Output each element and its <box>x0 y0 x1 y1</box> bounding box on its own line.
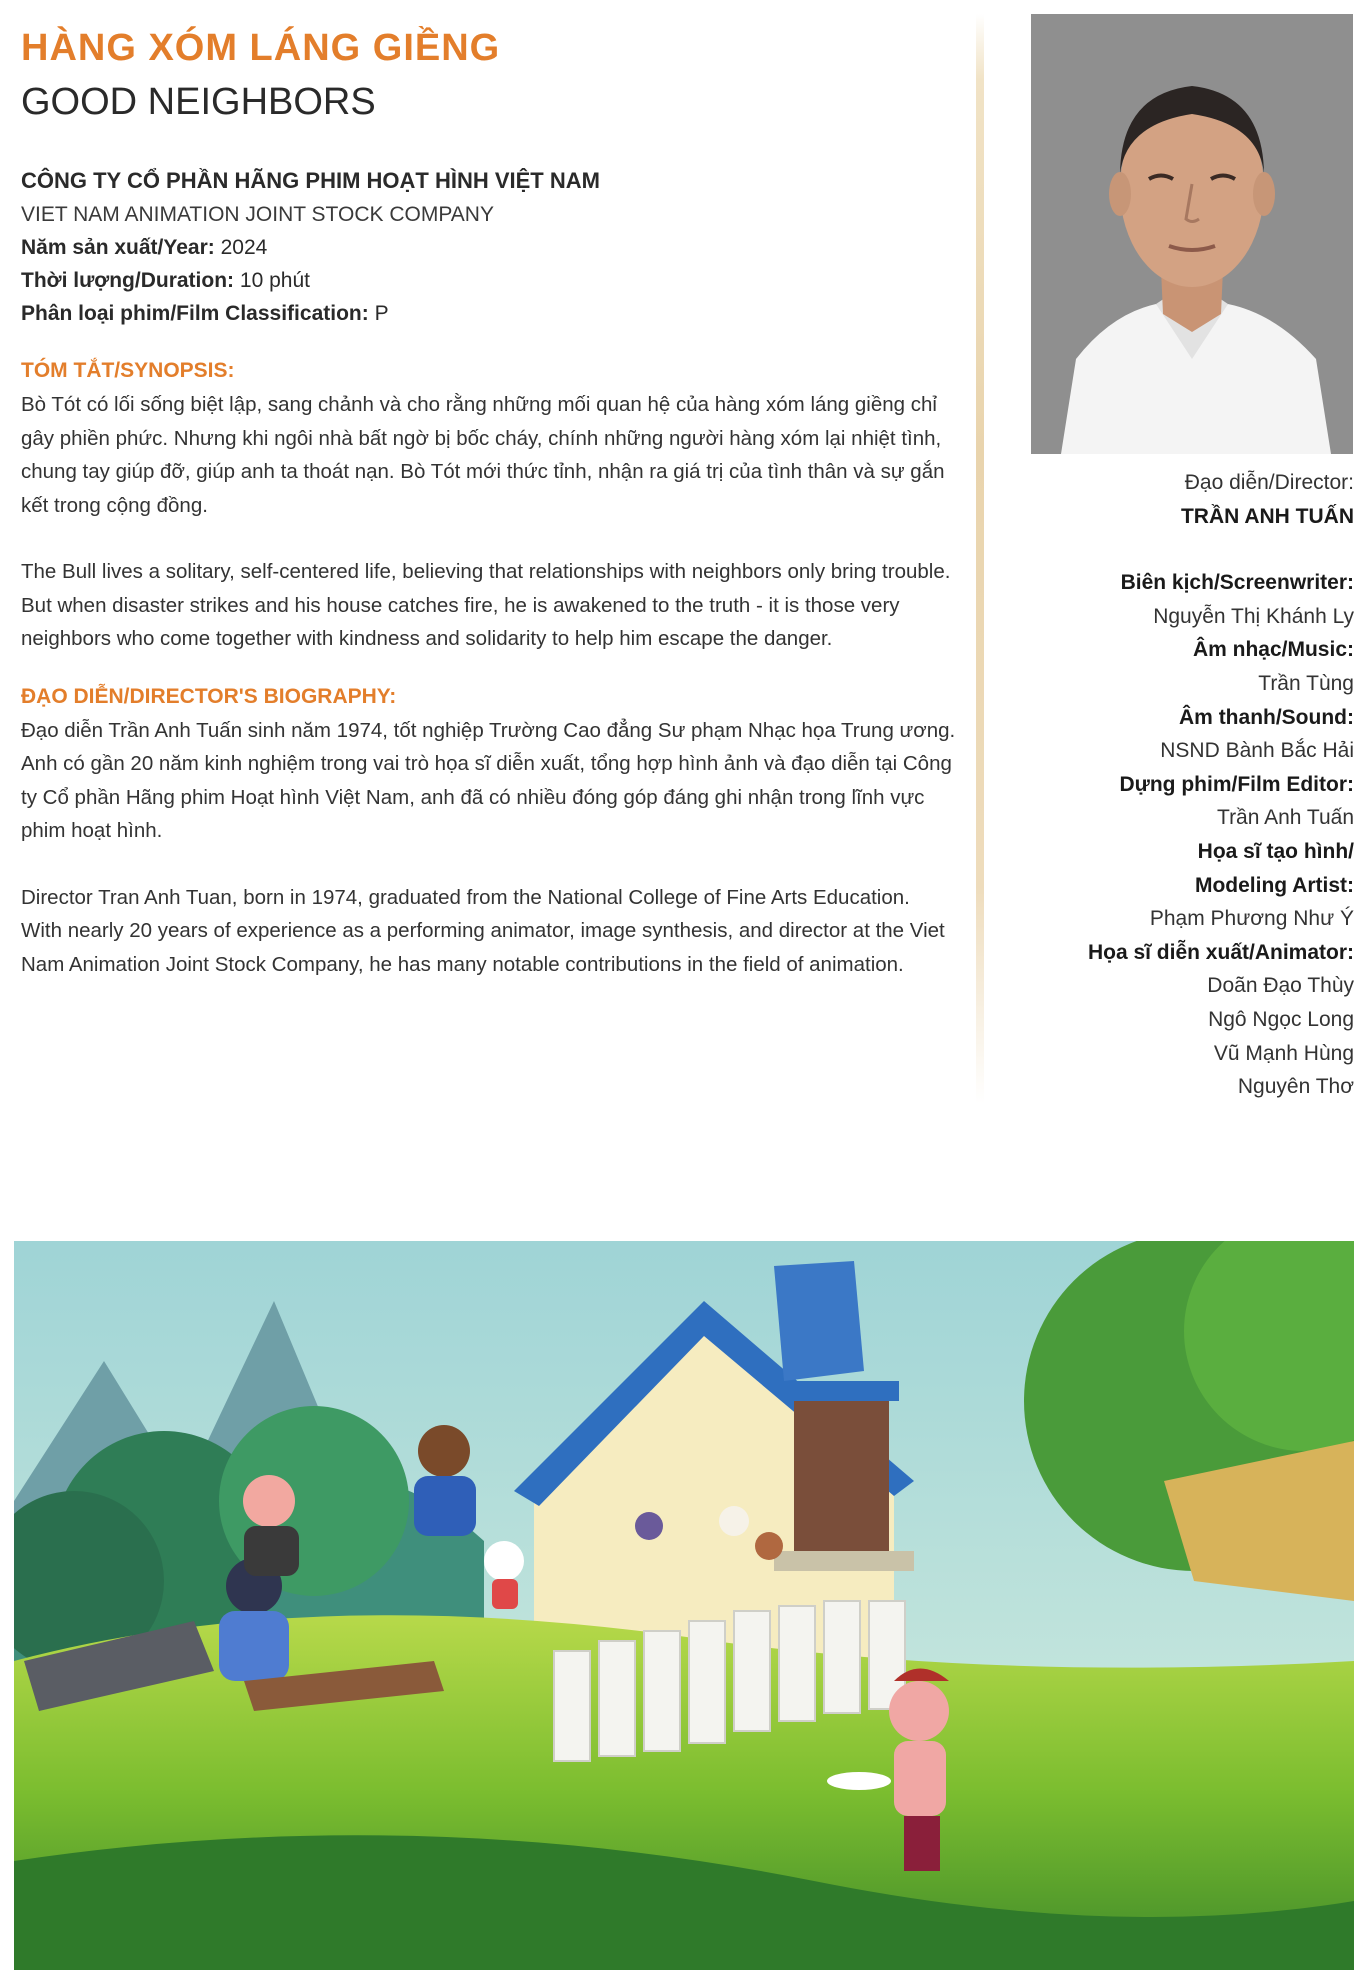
screenwriter-label: Biên kịch/Screenwriter: <box>1120 571 1354 595</box>
biography-vi: Đạo diễn Trần Anh Tuấn sinh năm 1974, tốt nghiệp Trường Cao đẳng Sư phạm Nhạc họa Trung ương. Anh có gần 20 năm kinh nghiệm trong vai trò họa sĩ diễn xuất, tổng hợp hình ảnh và đạo diễn tại Công ty Cổ phần Hãng phim Hoạt hình Việt Nam, anh đã có nhiều đóng góp đáng ghi nhận trong lĩnh vực phim hoạt hình. <box>21 718 956 842</box>
modeling-label-2: Modeling Artist: <box>1194 873 1354 897</box>
credits-panel <box>1014 466 1354 1104</box>
director-label: Đạo diễn/Director: <box>1184 471 1354 494</box>
biography-heading: ĐẠO DIỄN/DIRECTOR'S BIOGRAPHY: <box>21 684 397 708</box>
director-photo <box>1031 14 1353 454</box>
animator-name: Nguyên Thơ <box>1237 1075 1354 1099</box>
year-label: Năm sản xuất/Year: <box>21 236 215 259</box>
film-still-image <box>14 1241 1354 1970</box>
film-still-illustration <box>14 1241 1354 1970</box>
sound-label: Âm thanh/Sound: <box>1179 705 1354 729</box>
film-title-vi: HÀNG XÓM LÁNG GIỀNG <box>21 27 501 69</box>
film-title-en: GOOD NEIGHBORS <box>21 81 376 123</box>
modeling-name: Phạm Phương Như Ý <box>1149 907 1354 931</box>
company-name-vi: CÔNG TY CỔ PHẦN HÃNG PHIM HOẠT HÌNH VIỆT NAM <box>21 168 600 193</box>
modeling-label-1: Họa sĩ tạo hình/ <box>1197 839 1354 863</box>
biography-en: Director Tran Anh Tuan, born in 1974, graduated from the National College of Fine Arts Education. With nearly 20 years of experience as a performing animator, image synthesis, and director at the Viet Nam Animation Joint Stock Company, he has many notable contributions in the field of animation. <box>21 885 945 976</box>
director-portrait-illustration <box>1031 14 1353 454</box>
animator-name: Doãn Đạo Thùy <box>1207 974 1354 998</box>
editor-name: Trần Anh Tuấn <box>1217 806 1354 830</box>
animator-label: Họa sĩ diễn xuất/Animator: <box>1087 940 1354 964</box>
film-info <box>21 22 956 981</box>
column-divider <box>976 14 984 1104</box>
duration-label: Thời lượng/Duration: <box>21 269 235 292</box>
year-row <box>21 231 956 264</box>
screenwriter-name: Nguyễn Thị Khánh Ly <box>1153 604 1354 628</box>
animator-name: Ngô Ngọc Long <box>1208 1007 1354 1031</box>
editor-label: Dựng phim/Film Editor: <box>1119 772 1354 796</box>
sound-name: NSND Bành Bắc Hải <box>1160 739 1354 763</box>
synopsis-en: The Bull lives a solitary, self-centered life, believing that relationships with neighbors only bring trouble. But when disaster strikes and his house catches fire, he is awakened to the truth - it is those very neighbors who come together with kindness and solidarity to help him escape the danger. <box>21 560 951 650</box>
year-value: 2024 <box>220 236 268 259</box>
synopsis-vi: Bò Tót có lối sống biệt lập, sang chảnh và cho rằng những mối quan hệ của hàng xóm láng giềng chỉ gây phiền phức. Nhưng khi ngôi nhà bất ngờ bị bốc cháy, chính những người hàng xóm lại nhiệt tình, chung tay giúp đỡ, giúp anh ta thoát nạn. Bò Tót mới thức tỉnh, nhận ra giá trị của tình thân và sự gắn kết trong cộng đồng. <box>21 393 945 517</box>
classification-row <box>21 297 956 330</box>
company-name-en: VIET NAM ANIMATION JOINT STOCK COMPANY <box>21 203 494 226</box>
character-badger <box>219 1558 289 1681</box>
classification-value: P <box>374 302 389 325</box>
duration-row <box>21 264 956 297</box>
synopsis-heading: TÓM TẮT/SYNOPSIS: <box>21 359 235 382</box>
director-name: TRẦN ANH TUẤN <box>1180 504 1354 528</box>
classification-label: Phân loại phim/Film Classification: <box>21 302 369 325</box>
character-bull <box>414 1425 476 1536</box>
duration-value: 10 phút <box>239 269 310 292</box>
animator-name: Vũ Mạnh Hùng <box>1213 1041 1354 1065</box>
music-name: Trần Tùng <box>1258 671 1354 695</box>
music-label: Âm nhạc/Music: <box>1192 638 1354 662</box>
